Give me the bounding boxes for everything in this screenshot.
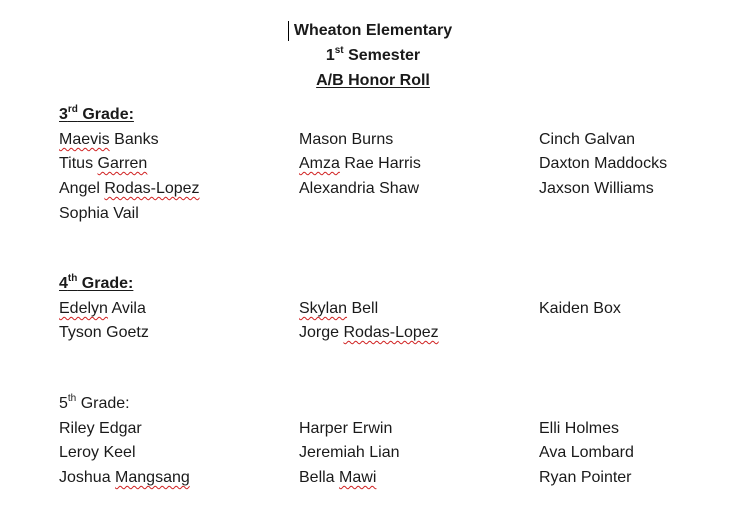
school-name: Wheaton Elementary xyxy=(293,22,453,39)
grade-5-heading: 5th Grade: xyxy=(59,392,130,412)
student-name: Bella Mawi xyxy=(299,469,377,486)
honor-roll-title: A/B Honor Roll xyxy=(316,72,430,89)
student-name: Ryan Pointer xyxy=(539,469,632,486)
student-name: Edelyn Avila xyxy=(59,300,146,317)
student-name: Amza Rae Harris xyxy=(299,155,421,172)
student-name: Titus Garren xyxy=(59,155,148,172)
student-name: Jorge Rodas-Lopez xyxy=(299,324,439,341)
student-name: Kaiden Box xyxy=(539,300,621,317)
student-name: Joshua Mangsang xyxy=(59,469,190,486)
student-name: Tyson Goetz xyxy=(59,324,149,341)
semester-heading: 1st Semester xyxy=(325,44,421,64)
grade-4-heading: 4th Grade: xyxy=(59,272,134,292)
student-name: Alexandria Shaw xyxy=(299,180,420,197)
student-name: Maevis Banks xyxy=(59,131,159,148)
student-name: Mason Burns xyxy=(299,131,394,148)
student-name: Skylan Bell xyxy=(299,300,379,317)
student-name: Ava Lombard xyxy=(539,444,634,461)
student-name: Elli Holmes xyxy=(539,420,620,437)
student-name: Riley Edgar xyxy=(59,420,142,437)
student-name: Harper Erwin xyxy=(299,420,393,437)
grade-3-heading: 3rd Grade: xyxy=(59,103,134,123)
student-name: Jeremiah Lian xyxy=(299,444,400,461)
student-name: Cinch Galvan xyxy=(539,131,636,148)
student-name: Sophia Vail xyxy=(59,205,139,222)
student-name: Jaxson Williams xyxy=(539,180,654,197)
student-name: Daxton Maddocks xyxy=(539,155,668,172)
student-name: Leroy Keel xyxy=(59,444,136,461)
student-name: Angel Rodas-Lopez xyxy=(59,180,200,197)
